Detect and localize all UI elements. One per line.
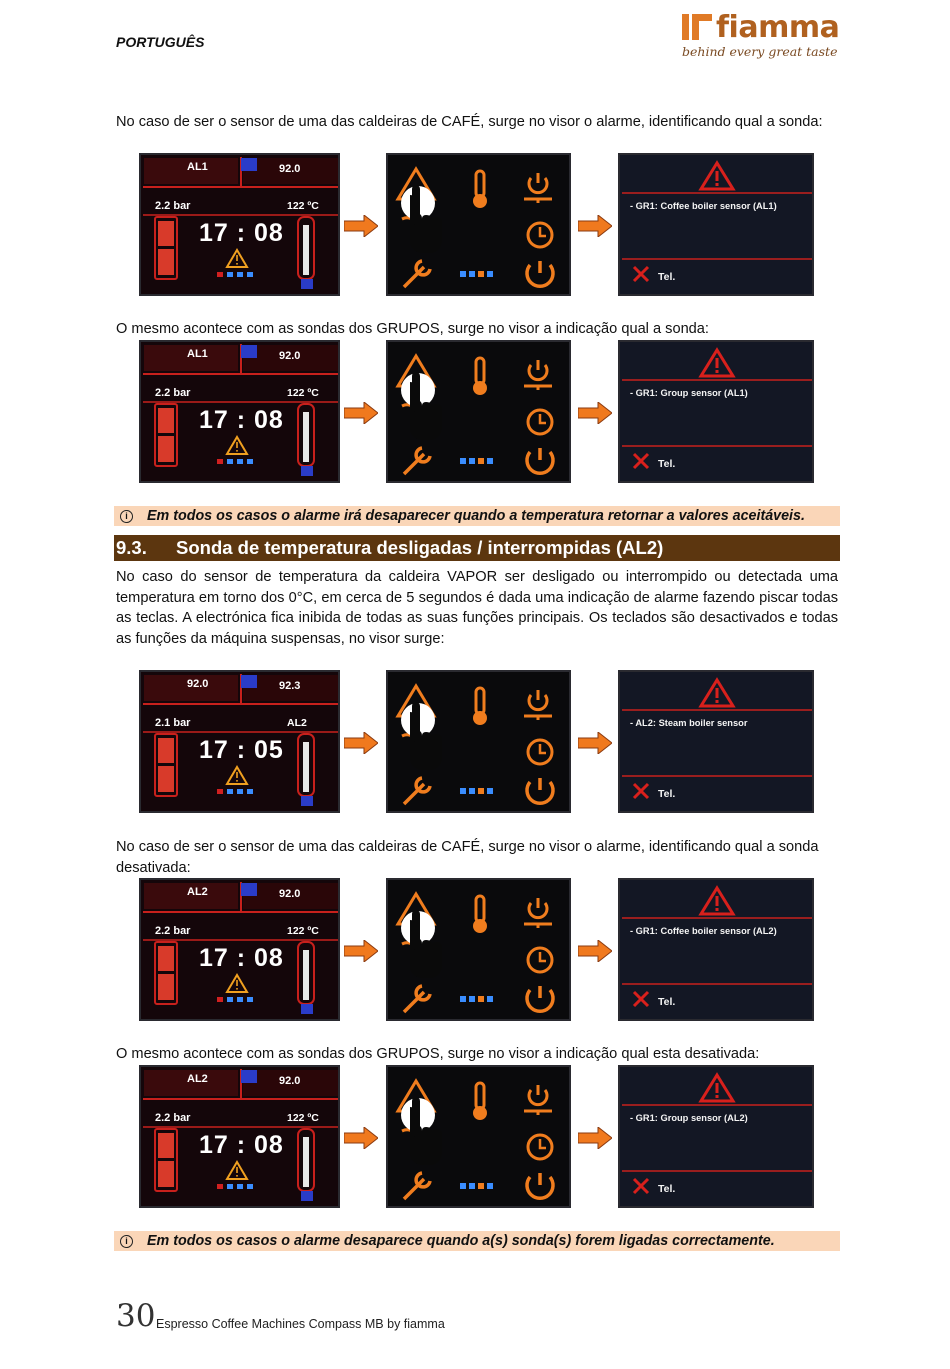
language-label: PORTUGUÊS [116, 34, 205, 50]
logo-mark-icon [682, 12, 716, 42]
figure-row-5 [0, 1065, 950, 1208]
info-icon: i [120, 510, 133, 523]
menu-screen-graphics [388, 1067, 571, 1208]
paragraph-group-disabled: O mesmo acontece com as sondas dos GRUPOS, surge no visor a indicação qual esta desativada: [116, 1046, 760, 1062]
temperature-right: 122 ºC [287, 925, 319, 937]
menu-screen [386, 153, 571, 296]
alarm-message: - GR1: Group sensor (AL1) [630, 388, 748, 398]
alarm-message: - GR1: Coffee boiler sensor (AL2) [630, 926, 777, 936]
menu-screen-graphics [388, 155, 571, 296]
alarm-code: AL1 [187, 161, 208, 173]
alarm-screen [618, 340, 814, 483]
info-note-1 [114, 506, 840, 526]
menu-screen [386, 878, 571, 1021]
status-screen [139, 153, 340, 296]
note-text: Em todos os casos o alarme irá desaparecer quando a temperatura retornar a valores aceitáveis. [147, 508, 805, 524]
menu-screen [386, 670, 571, 813]
clock-display: 17 : 08 [199, 219, 284, 247]
alarm-screen-graphics [620, 672, 814, 813]
menu-screen [386, 340, 571, 483]
tel-label: Tel. [658, 458, 676, 470]
arrow-right-icon [344, 1127, 378, 1149]
tel-label: Tel. [658, 996, 676, 1008]
clock-display: 17 : 08 [199, 406, 284, 434]
temperature-top: 92.0 [279, 350, 301, 362]
alarm-screen-graphics [620, 342, 814, 483]
pressure-reading: 2.2 bar [155, 1112, 191, 1124]
paragraph-steam-boiler: No caso do sensor de temperatura da caldeira VAPOR ser desligado ou interrompido ou detectada uma temperatura em torno dos 0°C, em cerca de 5 segundos é dada uma indicação de alarme fazendo piscar todas as teclas. A electrónica fica inibida de todas as suas funções principais. Os teclados são desactivados e todas as funções da máquina suspensas, no visor surge: [116, 569, 838, 647]
arrow-right-icon [578, 402, 612, 424]
section-title: Sonda de temperatura desligadas / interrompidas (AL2) [176, 537, 664, 558]
figure-row-3 [0, 670, 950, 813]
figure-row-4 [0, 878, 950, 1021]
section-heading [114, 535, 840, 561]
temperature-top: 92.0 [279, 888, 301, 900]
status-screen [139, 878, 340, 1021]
figure-row-2 [0, 340, 950, 483]
logo-word: fiamma [716, 10, 840, 45]
tel-label: Tel. [658, 1183, 676, 1195]
clock-display: 17 : 08 [199, 944, 284, 972]
page-number: 30 [116, 1298, 156, 1334]
status-screen [139, 340, 340, 483]
fiamma-logo [680, 10, 840, 68]
tel-label: Tel. [658, 271, 676, 283]
temperature-top: 92.0 [279, 1075, 301, 1087]
pressure-reading: 2.2 bar [155, 200, 191, 212]
arrow-right-icon [344, 402, 378, 424]
alarm-message: - GR1: Group sensor (AL2) [630, 1113, 748, 1123]
alarm-screen-graphics [620, 1067, 814, 1208]
paragraph-group-sensor: O mesmo acontece com as sondas dos GRUPOS, surge no visor a indicação qual a sonda: [116, 321, 709, 337]
alarm-code: 92.0 [187, 678, 209, 690]
status-screen [139, 670, 340, 813]
info-note-2 [114, 1231, 840, 1251]
menu-screen-graphics [388, 342, 571, 483]
footer-text: Espresso Coffee Machines Compass MB by fiamma [156, 1317, 445, 1331]
temperature-right: 122 ºC [287, 1112, 319, 1124]
paragraph-coffee-boiler-disabled: No caso de ser o sensor de uma das caldeiras de CAFÉ, surge no visor o alarme, identificando qual a sonda desativada: [116, 839, 819, 876]
clock-display: 17 : 08 [199, 1131, 284, 1159]
arrow-right-icon [578, 215, 612, 237]
arrow-right-icon [344, 732, 378, 754]
alarm-screen [618, 670, 814, 813]
alarm-message: - AL2: Steam boiler sensor [630, 718, 748, 728]
menu-screen [386, 1065, 571, 1208]
alarm-code: AL1 [187, 348, 208, 360]
menu-screen-graphics [388, 880, 571, 1021]
menu-screen-graphics [388, 672, 571, 813]
arrow-right-icon [578, 940, 612, 962]
temperature-right: 122 ºC [287, 387, 319, 399]
section-number: 9.3. [116, 537, 147, 558]
alarm-message: - GR1: Coffee boiler sensor (AL1) [630, 201, 777, 211]
temperature-top: 92.3 [279, 680, 301, 692]
alarm-screen [618, 878, 814, 1021]
alarm-screen [618, 153, 814, 296]
arrow-right-icon [578, 1127, 612, 1149]
figure-row-1 [0, 153, 950, 296]
alarm-screen-graphics [620, 880, 814, 1021]
temperature-top: 92.0 [279, 163, 301, 175]
logo-tagline: behind every great taste [682, 44, 838, 59]
pressure-reading: 2.2 bar [155, 925, 191, 937]
pressure-reading: 2.2 bar [155, 387, 191, 399]
alarm-screen-graphics [620, 155, 814, 296]
clock-display: 17 : 05 [199, 736, 284, 764]
info-icon: i [120, 1235, 133, 1248]
arrow-right-icon [578, 732, 612, 754]
note-text: Em todos os casos o alarme desaparece quando a(s) sonda(s) forem ligadas correctamente. [147, 1233, 775, 1249]
alarm-code: AL2 [187, 886, 208, 898]
status-screen [139, 1065, 340, 1208]
arrow-right-icon [344, 940, 378, 962]
tel-label: Tel. [658, 788, 676, 800]
alarm-screen [618, 1065, 814, 1208]
arrow-right-icon [344, 215, 378, 237]
pressure-reading: 2.1 bar [155, 717, 191, 729]
temperature-right: 122 ºC [287, 200, 319, 212]
temperature-right: AL2 [287, 717, 307, 729]
paragraph-coffee-boiler: No caso de ser o sensor de uma das caldeiras de CAFÉ, surge no visor o alarme, identificando qual a sonda: [116, 114, 823, 130]
alarm-code: AL2 [187, 1073, 208, 1085]
